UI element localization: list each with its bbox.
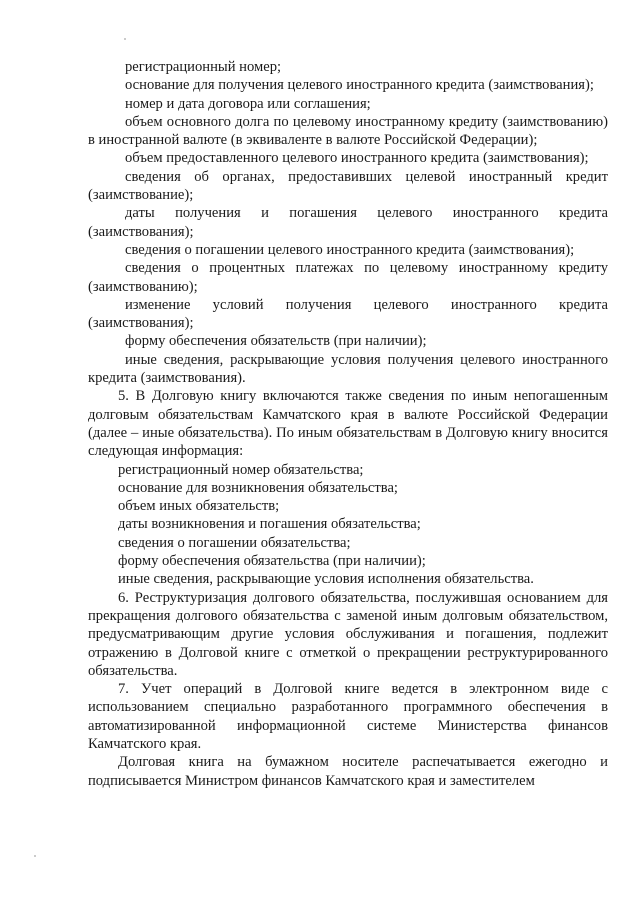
list-item: даты получения и погашения целевого иностранного кредита (заимствования); — [88, 205, 608, 240]
list-item: сведения о процентных платежах по целевому иностранному кредиту (заимствованию); — [88, 260, 608, 295]
list-item: сведения об органах, предоставивших целевой иностранный кредит (заимствование); — [88, 168, 608, 204]
list-item: регистрационный номер обязательства; — [118, 461, 364, 478]
list-item: основание для получения целевого иностранного кредита (заимствования); — [125, 77, 594, 94]
list-item: сведения о погашении обязательства; — [118, 534, 351, 551]
scan-speck — [124, 38, 126, 40]
list-item: иные сведения, раскрывающие условия получения целевого иностранного кредита (заимствования). — [88, 351, 608, 387]
list-item: сведения о погашении целевого иностранного кредита (заимствования); — [125, 241, 575, 258]
section-paragraph-5: 5. В Долговую книгу включаются также сведения по иным непогашенным долговым обязательствам Камчатского края в валюте Российской Федерации (далее – иные обязательства). По иным обязательствам в Долговую книгу вносится следующая информация: — [88, 388, 608, 460]
document-body — [88, 58, 608, 790]
list-item: изменение условий получения целевого иностранного кредита (заимствования); — [88, 296, 608, 332]
list-item: иные сведения, раскрывающие условия исполнения обязательства. — [118, 571, 534, 588]
list-item: форму обеспечения обязательства (при наличии); — [118, 553, 426, 570]
closing-paragraph: Долговая книга на бумажном носителе распечатывается ежегодно и подписывается Министром финансов Камчатского края и заместителем — [88, 754, 608, 789]
section-paragraph-7: 7. Учет операций в Долговой книге ведется в электронном виде с использованием специально разработанного программного обеспечения в автоматизированной информационной системе Министерства финансов Камчатского края. — [88, 681, 608, 752]
list-item: основание для возникновения обязательства; — [118, 479, 398, 496]
list-item: регистрационный номер; — [125, 59, 282, 75]
section-paragraph-6: 6. Реструктуризация долгового обязательства, послужившая основанием для прекращения долгового обязательства с заменой иным долговым обязательством, предусматривающим другие условия обслуживания и погашения, подлежит отражению в Долговой книге с отметкой о прекращении реструктурированного обязательства. — [88, 589, 608, 679]
list-item: даты возникновения и погашения обязательства; — [118, 516, 421, 533]
list-item: форму обеспечения обязательств (при наличии); — [125, 333, 427, 350]
list-item: объем иных обязательств; — [118, 498, 280, 515]
list-item: номер и дата договора или соглашения; — [125, 95, 371, 112]
scan-speck — [34, 855, 36, 857]
list-item: объем основного долга по целевому иностранному кредиту (заимствованию) в иностранной валюте (в эквиваленте в валюте Российской Федерации); — [88, 113, 608, 149]
list-item: объем предоставленного целевого иностранного кредита (заимствования); — [125, 150, 589, 167]
